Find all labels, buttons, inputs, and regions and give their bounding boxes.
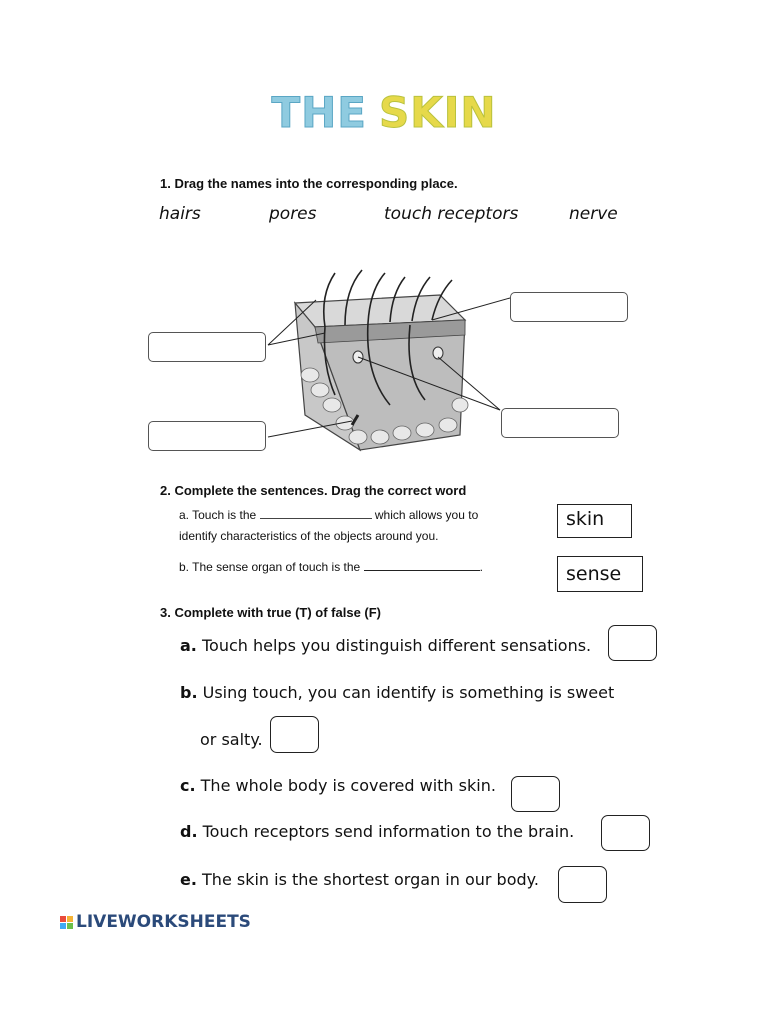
- title-word-the: THE: [271, 88, 367, 137]
- sentence-b: [179, 557, 483, 578]
- diagram-drop-box-right-bottom[interactable]: [501, 408, 619, 438]
- tf-item-e-letter: e.: [180, 870, 197, 889]
- tf-answer-box-d[interactable]: [601, 815, 650, 851]
- drag-word-nerve[interactable]: nerve: [569, 204, 618, 224]
- diagram-drop-box-left-top[interactable]: [148, 332, 266, 362]
- sentence-a-line-2: identify characteristics of the objects around you.: [179, 529, 439, 543]
- tf-item-a: [180, 636, 591, 655]
- tf-item-a-text: Touch helps you distinguish different sensations.: [201, 636, 592, 655]
- liveworksheets-logo: [60, 912, 251, 932]
- sentence-a-end: which allows you to: [374, 508, 479, 522]
- question-3-heading: 3. Complete with true (T) of false (F): [160, 605, 382, 620]
- tf-item-d: [180, 822, 574, 841]
- sentence-b-blank[interactable]: [364, 559, 480, 571]
- question-1-heading: 1. Drag the names into the corresponding place.: [160, 176, 458, 191]
- tf-answer-box-a[interactable]: [608, 625, 657, 661]
- drag-word-sense[interactable]: sense: [557, 556, 643, 592]
- logo-square-1: [60, 916, 66, 922]
- title-word-skin: SKIN: [378, 88, 497, 137]
- question-2-heading: 2. Complete the sentences. Drag the correct word: [160, 483, 467, 498]
- sentence-a-start: a. Touch is the: [179, 508, 257, 522]
- logo-square-4: [67, 923, 73, 929]
- drag-word-hairs[interactable]: hairs: [159, 204, 201, 224]
- tf-item-d-letter: d.: [180, 822, 198, 841]
- tf-item-d-text: Touch receptors send information to the brain.: [202, 822, 575, 841]
- tf-item-e: [180, 870, 539, 889]
- tf-item-b: [180, 683, 614, 702]
- diagram-drop-box-left-bottom[interactable]: [148, 421, 266, 451]
- diagram-drop-box-right-top[interactable]: [510, 292, 628, 322]
- tf-item-c-letter: c.: [180, 776, 196, 795]
- worksheet-title: [0, 88, 768, 137]
- tf-item-e-text: The skin is the shortest organ in our body.: [202, 870, 539, 889]
- liveworksheets-logo-icon: [60, 916, 73, 929]
- logo-square-2: [67, 916, 73, 922]
- liveworksheets-logo-text: LIVEWORKSHEETS: [76, 912, 251, 932]
- drag-word-skin[interactable]: skin: [557, 504, 632, 538]
- tf-answer-box-c[interactable]: [511, 776, 560, 812]
- drag-word-pores[interactable]: pores: [269, 204, 317, 224]
- tf-answer-box-b[interactable]: [270, 716, 319, 753]
- tf-item-a-letter: a.: [180, 636, 197, 655]
- tf-answer-box-e[interactable]: [558, 866, 607, 903]
- logo-square-3: [60, 923, 66, 929]
- sentence-b-end: .: [479, 560, 483, 574]
- tf-item-b-text: Using touch, you can identify is something is sweet: [202, 683, 615, 702]
- sentence-b-start: b. The sense organ of touch is the: [179, 560, 361, 574]
- sentence-a-blank[interactable]: [260, 507, 372, 519]
- tf-item-c-text: The whole body is covered with skin.: [200, 776, 496, 795]
- sentence-a-line-1: [179, 505, 478, 526]
- tf-item-c: [180, 776, 496, 795]
- drag-word-touch-receptors[interactable]: touch receptors: [384, 204, 519, 224]
- tf-item-b-continued: or salty.: [200, 730, 263, 749]
- tf-item-b-letter: b.: [180, 683, 198, 702]
